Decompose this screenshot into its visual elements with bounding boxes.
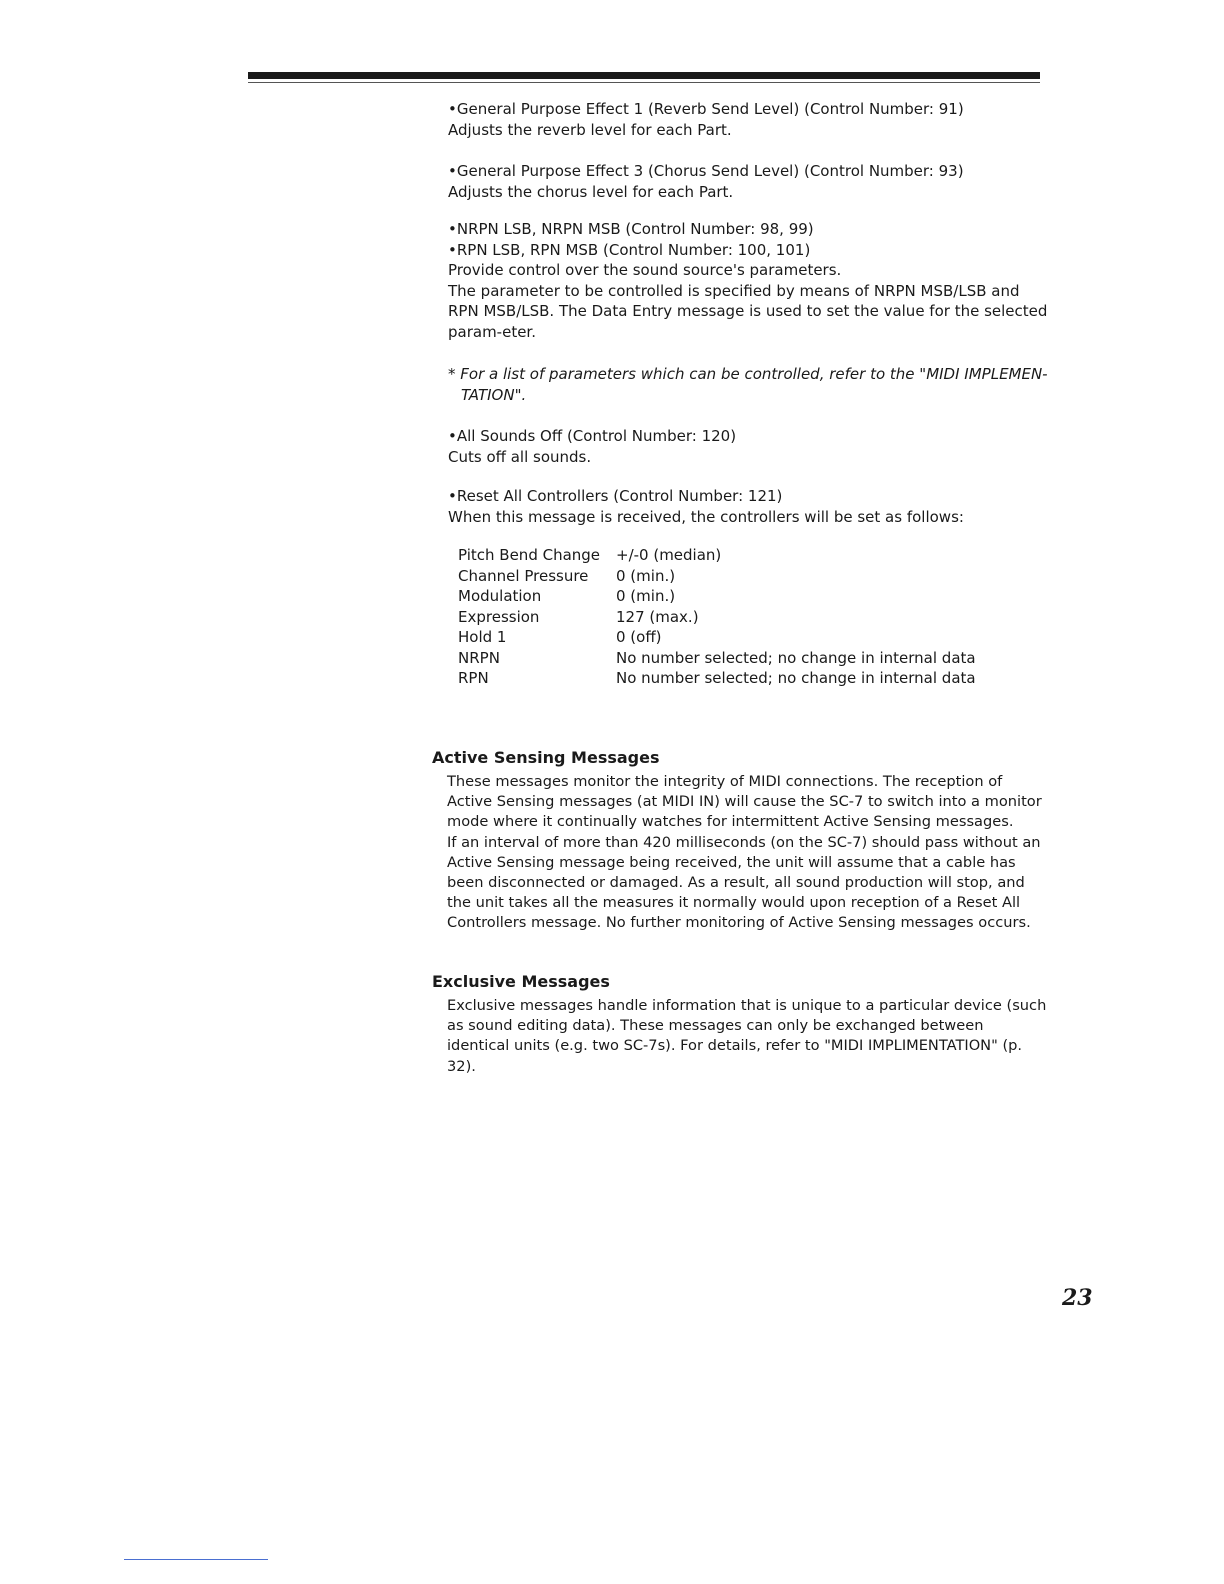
gpe1-title: •General Purpose Effect 1 (Reverb Send Level) (Control Number: 91) [448,100,964,118]
reset-controllers-block [448,486,1048,527]
aso-title: •All Sounds Off (Control Number: 120) [448,427,737,445]
rac-title: •Reset All Controllers (Control Number: 121) [448,487,783,505]
setting-name: Pitch Bend Change [458,546,601,564]
setting-name: Channel Pressure [458,566,589,585]
setting-value: No number selected; no change in internal data [616,648,976,667]
table-row [458,566,976,587]
rac-body: When this message is received, the controllers will be set as follows: [448,507,964,526]
note-line-2: TATION". [461,385,527,404]
rpn-title: •RPN LSB, RPN MSB (Control Number: 100, 101) [448,240,811,259]
active-sensing-body [447,772,1047,934]
setting-value: 0 (min.) [616,587,676,605]
nrpn-title: •NRPN LSB, NRPN MSB (Control Number: 98, 99) [448,220,814,238]
bottom-underline [124,1559,268,1560]
active-sensing-heading: Active Sensing Messages [432,748,660,767]
header-rule-thin [248,82,1040,83]
table-row [458,648,976,669]
table-row [458,586,976,607]
setting-value: 0 (min.) [616,566,676,585]
page-number: 23 [1062,1285,1093,1311]
note-line-1: * For a list of parameters which can be controlled, refer to the "MIDI IMPLEMEN- [448,365,1048,383]
table-row [458,607,976,628]
table-row [458,668,976,689]
exclusive-body: Exclusive messages handle information that is unique to a particular device (such as sound editing data). These messages can only be exchanged between identical units (e.g. two SC-7s). For details, refer to "MIDI IMPLIMENTATION" (p. 32). [447,997,1047,1075]
all-sounds-off-block [448,426,1048,467]
gpe3-body: Adjusts the chorus level for each Part. [448,182,734,201]
setting-value: No number selected; no change in internal data [616,669,976,687]
table-row [458,627,976,648]
aso-body: Cuts off all sounds. [448,447,592,466]
rpn-body-1: Provide control over the sound source's parameters. [448,261,842,279]
setting-name: Modulation [458,587,542,605]
header-rule [248,72,1040,79]
reset-settings-table [458,545,976,689]
setting-name: NRPN [458,648,500,667]
rpn-body-2: The parameter to be controlled is specified by means of NRPN MSB/LSB and RPN MSB/LSB. The Data Entry message is used to set the value for the selected param-eter. [448,281,1048,341]
exclusive-heading: Exclusive Messages [432,972,610,991]
active-sensing-paragraph-1: These messages monitor the integrity of MIDI connections. The reception of Active Sensing messages (at MIDI IN) will cause the SC-7 to switch into a monitor mode where it continually watches for intermittent Active Sensing messages. [447,773,1042,831]
setting-name: Expression [458,607,540,626]
gpe1-block [448,99,1048,140]
setting-name: Hold 1 [458,628,507,646]
gpe3-block [448,161,1048,202]
setting-value: +/-0 (median) [616,546,722,564]
setting-name: RPN [458,669,489,687]
gpe1-body: Adjusts the reverb level for each Part. [448,120,732,139]
setting-value: 127 (max.) [616,607,699,626]
setting-value: 0 (off) [616,628,662,646]
implementation-note [448,364,1048,405]
table-row [458,545,976,566]
gpe3-title: •General Purpose Effect 3 (Chorus Send Level) (Control Number: 93) [448,162,964,180]
active-sensing-paragraph-2: If an interval of more than 420 milliseconds (on the SC-7) should pass without an Active Sensing message being received, the unit will assume that a cable has been disconnected or damaged. As a result, all sound production will stop, and the unit takes all the measures it normally would upon reception of a Reset All Controllers message. No further monitoring of Active Sensing messages occurs. [447,833,1041,932]
rpn-block [448,219,1048,342]
